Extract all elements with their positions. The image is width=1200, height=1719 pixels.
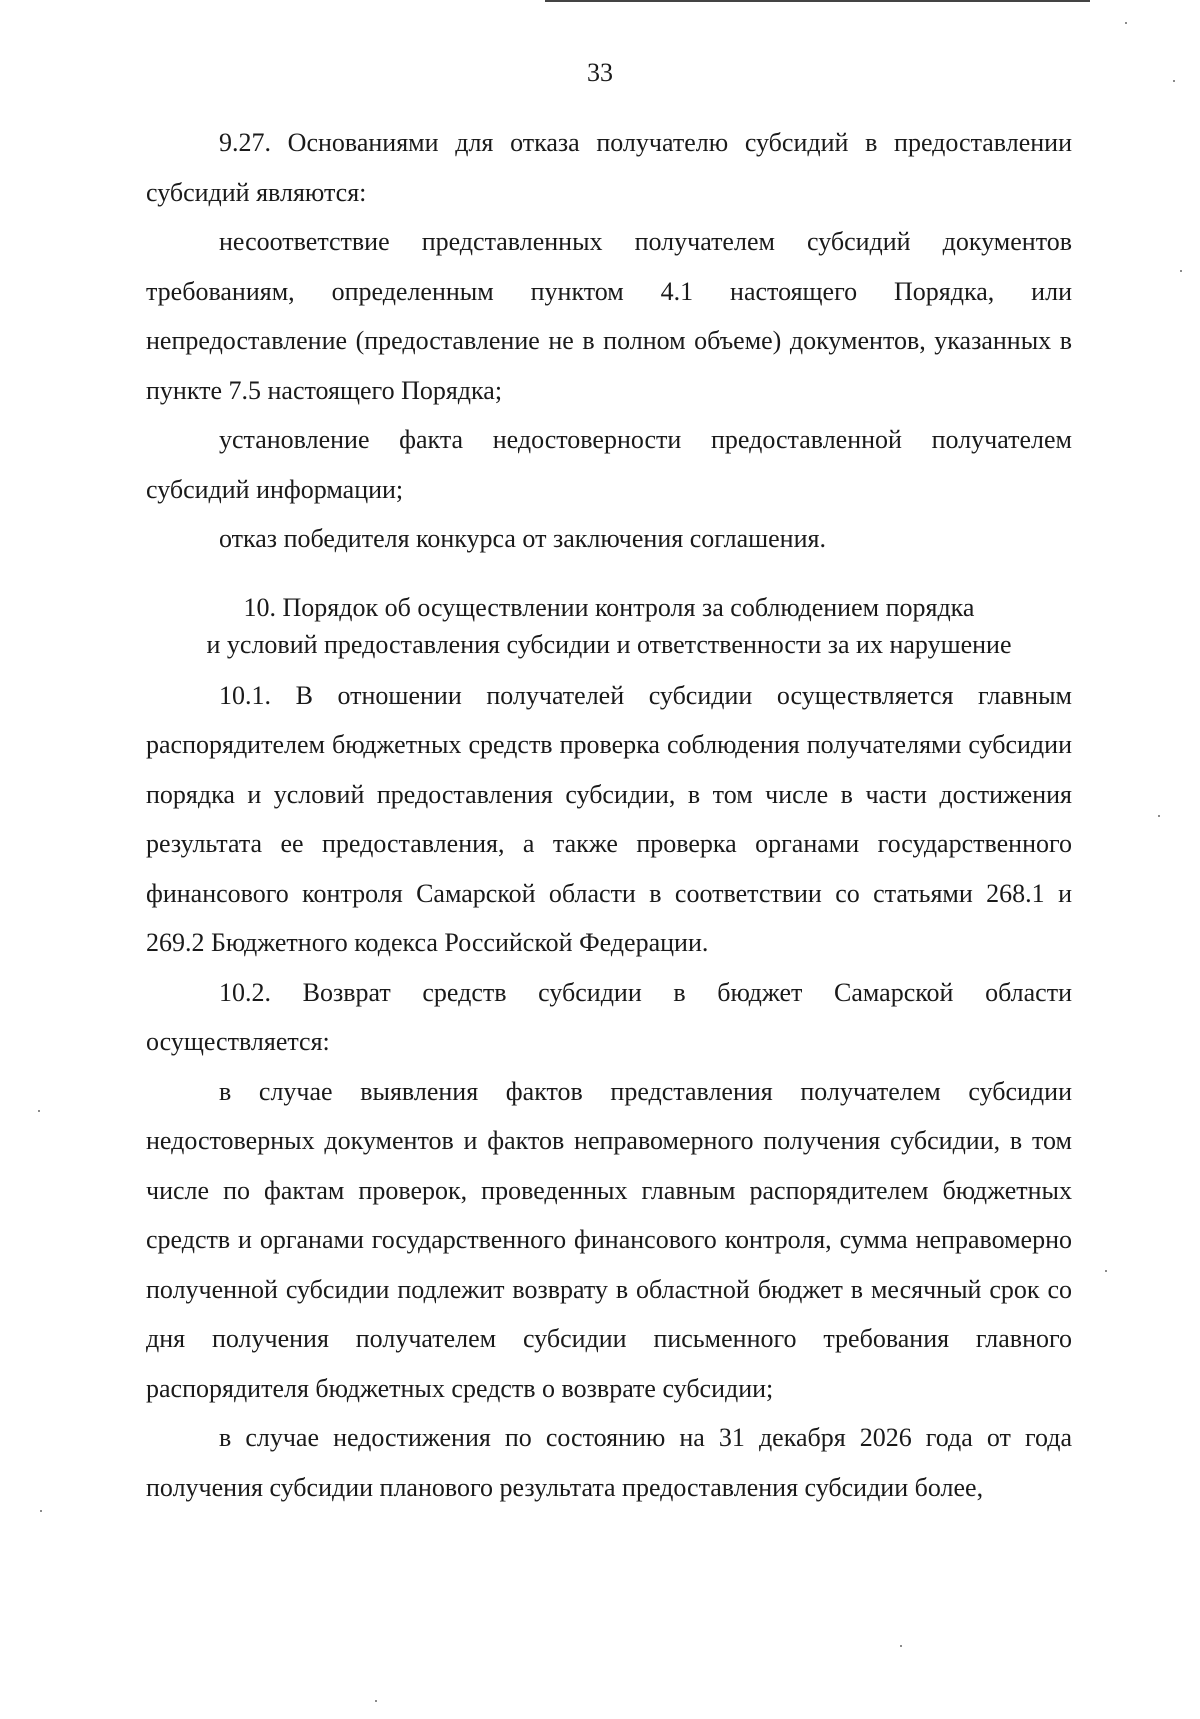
paragraph-9-27: 9.27. Основаниями для отказа получателю субсидий в предоставлении субсидий являются:	[146, 128, 1072, 207]
scan-speck	[1125, 22, 1127, 24]
page-number: 33	[587, 58, 613, 87]
scan-speck	[1158, 815, 1160, 817]
paragraph-return-case-2: в случае недостижения по состоянию на 31 декабря 2026 года от года получения субсидии планового результата предоставления субсидии более,	[146, 1423, 1072, 1502]
paragraph-10-1: 10.1. В отношении получателей субсидии осуществляется главным распорядителем бюджетных средств проверка соблюдения получателями субсидии порядка и условий предоставления субсидии, в том числе в части достижения результата ее предоставления, а также проверка органами государственного финансового контроля Самарской области в соответствии со статьями 268.1 и 269.2 Бюджетного кодекса Российской Федерации.	[146, 680, 1072, 957]
scan-speck	[1180, 270, 1182, 272]
section-heading-line-1: 10. Порядок об осуществлении контроля за соблюдением порядка	[243, 592, 975, 622]
section-heading-10	[146, 589, 1072, 663]
scan-speck	[1173, 80, 1175, 82]
paragraph-10-2: 10.2. Возврат средств субсидии в бюджет Самарской области осуществляется:	[146, 977, 1072, 1056]
top-rule	[545, 0, 1090, 2]
scan-speck	[40, 1510, 42, 1512]
scan-speck	[900, 1645, 902, 1647]
section-heading-line-2: и условий предоставления субсидии и ответственности за их нарушение	[206, 629, 1012, 659]
scan-speck	[38, 1110, 40, 1112]
paragraph-refusal-reason-2: установление факта недостоверности предоставленной получателем субсидий информации;	[146, 425, 1072, 504]
scan-speck	[1105, 1270, 1107, 1272]
scan-speck	[375, 1700, 377, 1702]
paragraph-return-case-1: в случае выявления фактов представления получателем субсидии недостоверных документов и фактов неправомерного получения субсидии, в том числе по фактам проверок, проведенных главным распорядителем бюджетных средств и органами государственного финансового контроля, сумма неправомерно полученной субсидии подлежит возврату в областной бюджет в месячный срок со дня получения получателем субсидии письменного требования главного распорядителя бюджетных средств о возврате субсидии;	[146, 1076, 1072, 1403]
paragraph-refusal-reason-3: отказ победителя конкурса от заключения соглашения.	[219, 524, 826, 553]
paragraph-refusal-reason-1: несоответствие представленных получателем субсидий документов требованиям, определенным пунктом 4.1 настоящего Порядка, или непредоставление (предоставление не в полном объеме) документов, указанных в пункте 7.5 настоящего Порядка;	[146, 227, 1072, 405]
document-body	[146, 118, 1072, 1512]
